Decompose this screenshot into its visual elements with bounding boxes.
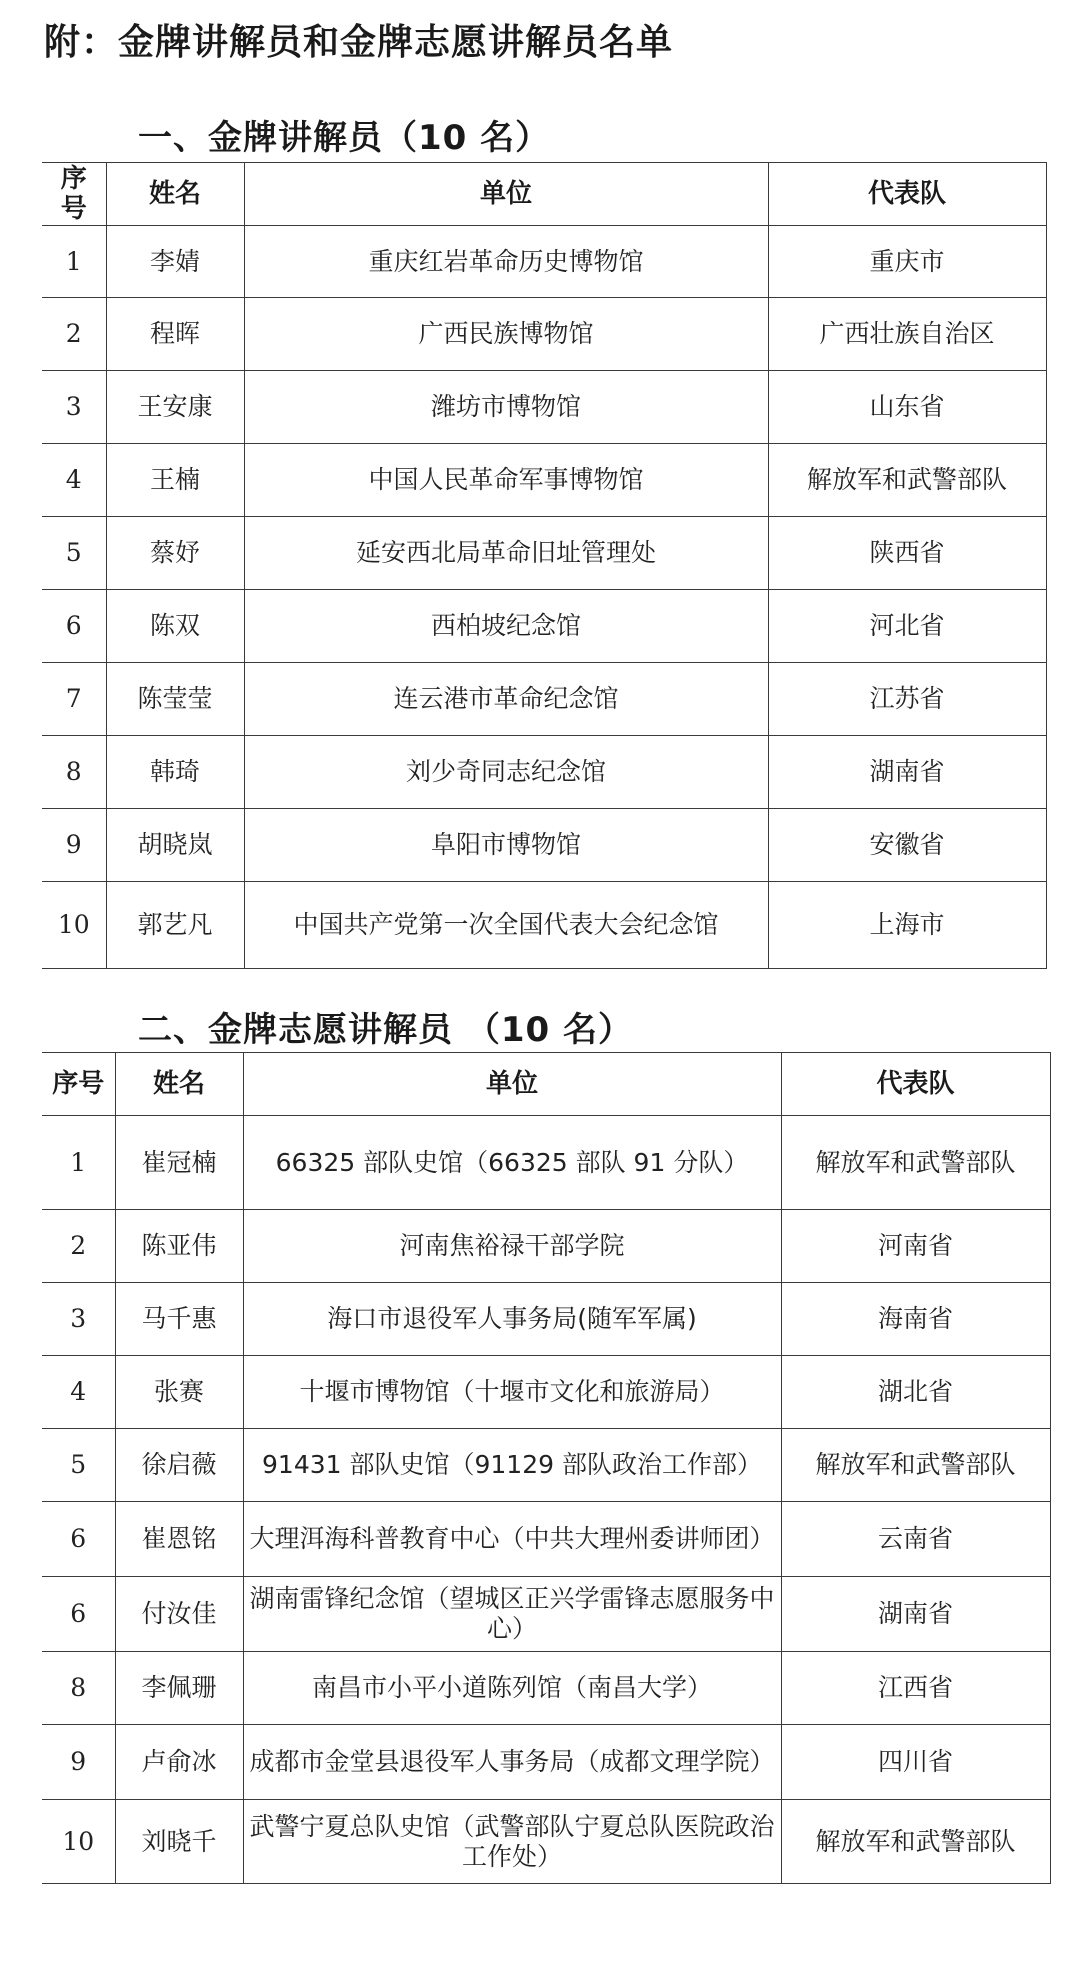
- row-number: 3: [42, 371, 106, 444]
- row-number: 9: [42, 1725, 115, 1800]
- table-row: [42, 517, 1046, 590]
- table-row: [42, 1283, 1050, 1356]
- row-team: 解放军和武警部队: [781, 1116, 1050, 1210]
- table-row: [42, 590, 1046, 663]
- table-row: [42, 1800, 1050, 1884]
- table-row: [42, 1210, 1050, 1283]
- column-header-no: 序号: [42, 1053, 115, 1116]
- table-header-row: [42, 163, 1046, 226]
- row-name: 程晖: [106, 298, 244, 371]
- row-number: 1: [42, 226, 106, 298]
- row-unit: 延安西北局革命旧址管理处: [244, 517, 768, 590]
- row-team: 解放军和武警部队: [781, 1800, 1050, 1884]
- row-name: 陈莹莹: [106, 663, 244, 736]
- row-number: 2: [42, 298, 106, 371]
- row-team: 云南省: [781, 1502, 1050, 1577]
- row-number: 1: [42, 1116, 115, 1210]
- row-number: 7: [42, 663, 106, 736]
- row-name: 李婧: [106, 226, 244, 298]
- row-number: 4: [42, 444, 106, 517]
- row-unit: 南昌市小平小道陈列馆（南昌大学）: [243, 1652, 781, 1725]
- row-team: 安徽省: [768, 809, 1046, 882]
- row-unit: 大理洱海科普教育中心（中共大理州委讲师团）: [243, 1502, 781, 1577]
- row-team: 山东省: [768, 371, 1046, 444]
- row-name: 李佩珊: [115, 1652, 243, 1725]
- row-unit: 66325 部队史馆（66325 部队 91 分队）: [243, 1116, 781, 1210]
- table-row: [42, 371, 1046, 444]
- row-name: 陈亚伟: [115, 1210, 243, 1283]
- row-name: 马千惠: [115, 1283, 243, 1356]
- column-header-team: 代表队: [768, 163, 1046, 226]
- row-unit: 潍坊市博物馆: [244, 371, 768, 444]
- row-unit: 中国人民革命军事博物馆: [244, 444, 768, 517]
- row-unit: 刘少奇同志纪念馆: [244, 736, 768, 809]
- table-row: [42, 736, 1046, 809]
- row-name: 崔冠楠: [115, 1116, 243, 1210]
- row-number: 5: [42, 517, 106, 590]
- table-row: [42, 1356, 1050, 1429]
- row-unit: 91431 部队史馆（91129 部队政治工作部）: [243, 1429, 781, 1502]
- table-header-row: [42, 1053, 1050, 1116]
- row-team: 湖北省: [781, 1356, 1050, 1429]
- row-team: 四川省: [781, 1725, 1050, 1800]
- column-header-no: 序号: [42, 163, 106, 226]
- row-number: 6: [42, 590, 106, 663]
- table-row: [42, 1429, 1050, 1502]
- row-number: 10: [42, 882, 106, 969]
- row-name: 蔡妤: [106, 517, 244, 590]
- row-unit: 成都市金堂县退役军人事务局（成都文理学院）: [243, 1725, 781, 1800]
- row-name: 王安康: [106, 371, 244, 444]
- column-header-team: 代表队: [781, 1053, 1050, 1116]
- row-team: 江西省: [781, 1652, 1050, 1725]
- row-number: 4: [42, 1356, 115, 1429]
- row-team: 上海市: [768, 882, 1046, 969]
- row-unit: 中国共产党第一次全国代表大会纪念馆: [244, 882, 768, 969]
- row-unit: 河南焦裕禄干部学院: [243, 1210, 781, 1283]
- row-name: 付汝佳: [115, 1577, 243, 1652]
- row-number: 2: [42, 1210, 115, 1283]
- table-row: [42, 1502, 1050, 1577]
- row-name: 崔恩铭: [115, 1502, 243, 1577]
- section-1-heading: 一、金牌讲解员（10 名）: [138, 118, 551, 158]
- row-team: 解放军和武警部队: [768, 444, 1046, 517]
- row-name: 陈双: [106, 590, 244, 663]
- row-number: 8: [42, 736, 106, 809]
- row-team: 河北省: [768, 590, 1046, 663]
- row-name: 张赛: [115, 1356, 243, 1429]
- table-row: [42, 1577, 1050, 1652]
- row-unit: 重庆红岩革命历史博物馆: [244, 226, 768, 298]
- row-team: 江苏省: [768, 663, 1046, 736]
- row-number: 8: [42, 1652, 115, 1725]
- row-number: 10: [42, 1800, 115, 1884]
- row-number: 9: [42, 809, 106, 882]
- row-team: 重庆市: [768, 226, 1046, 298]
- row-unit: 西柏坡纪念馆: [244, 590, 768, 663]
- row-name: 郭艺凡: [106, 882, 244, 969]
- section-2-heading: 二、金牌志愿讲解员 （10 名）: [138, 1010, 633, 1050]
- row-unit: 广西民族博物馆: [244, 298, 768, 371]
- row-number: 6: [42, 1577, 115, 1652]
- row-team: 湖南省: [781, 1577, 1050, 1652]
- row-name: 刘晓千: [115, 1800, 243, 1884]
- row-name: 韩琦: [106, 736, 244, 809]
- table-row: [42, 882, 1046, 969]
- row-name: 徐启薇: [115, 1429, 243, 1502]
- row-unit: 连云港市革命纪念馆: [244, 663, 768, 736]
- row-team: 海南省: [781, 1283, 1050, 1356]
- table-row: [42, 1725, 1050, 1800]
- table-row: [42, 298, 1046, 371]
- page-title: 附：金牌讲解员和金牌志愿讲解员名单: [44, 22, 674, 63]
- row-number: 5: [42, 1429, 115, 1502]
- column-header-name: 姓名: [106, 163, 244, 226]
- row-number: 6: [42, 1502, 115, 1577]
- table-row: [42, 663, 1046, 736]
- row-unit: 湖南雷锋纪念馆（望城区正兴学雷锋志愿服务中心）: [243, 1577, 781, 1652]
- gold-guides-table: [42, 162, 1047, 969]
- column-header-unit: 单位: [244, 163, 768, 226]
- column-header-name: 姓名: [115, 1053, 243, 1116]
- row-team: 河南省: [781, 1210, 1050, 1283]
- row-name: 胡晓岚: [106, 809, 244, 882]
- column-header-unit: 单位: [243, 1053, 781, 1116]
- row-unit: 海口市退役军人事务局(随军军属): [243, 1283, 781, 1356]
- table-row: [42, 1652, 1050, 1725]
- gold-volunteer-guides-table: [42, 1052, 1051, 1884]
- row-name: 王楠: [106, 444, 244, 517]
- table-row: [42, 444, 1046, 517]
- table-row: [42, 809, 1046, 882]
- row-team: 解放军和武警部队: [781, 1429, 1050, 1502]
- row-team: 湖南省: [768, 736, 1046, 809]
- table-row: [42, 1116, 1050, 1210]
- row-team: 广西壮族自治区: [768, 298, 1046, 371]
- row-team: 陕西省: [768, 517, 1046, 590]
- row-unit: 武警宁夏总队史馆（武警部队宁夏总队医院政治工作处）: [243, 1800, 781, 1884]
- table-row: [42, 226, 1046, 298]
- row-name: 卢俞冰: [115, 1725, 243, 1800]
- row-number: 3: [42, 1283, 115, 1356]
- row-unit: 阜阳市博物馆: [244, 809, 768, 882]
- row-unit: 十堰市博物馆（十堰市文化和旅游局）: [243, 1356, 781, 1429]
